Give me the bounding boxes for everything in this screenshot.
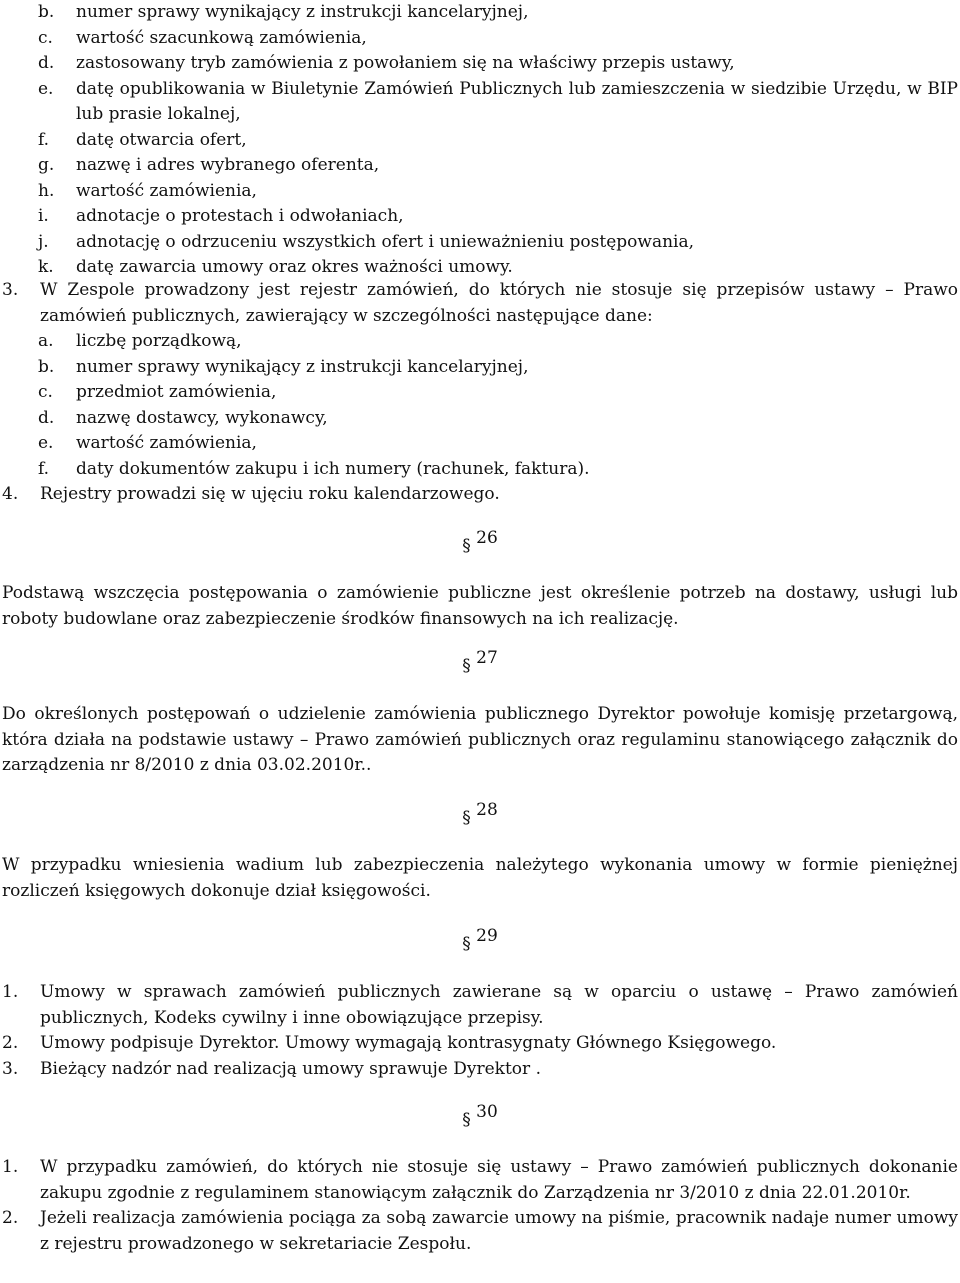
section-28-text: W przypadku wniesienia wadium lub zabezpieczenia należytego wykonania umowy w formie pieniężnej rozliczeń księgowych dokonuje dział księgowości. — [2, 855, 958, 901]
section-heading-26: § 26 — [462, 528, 498, 556]
list-item: d. zastosowany tryb zamówienia z powołaniem się na właściwy przepis ustawy, — [38, 53, 735, 73]
list-item: f. daty dokumentów zakupu i ich numery (rachunek, faktura). — [38, 458, 590, 479]
list-item: d. nazwę dostawcy, wykonawcy, — [38, 407, 328, 428]
list-item: e. wartość zamówienia, — [38, 433, 257, 453]
list-item: 1. Umowy w sprawach zamówień publicznych zawierane są w oparciu o ustawę – Prawo zamówień publicznych, Kodeks cywilny i inne obowiązujące przepisy. — [2, 982, 958, 1028]
section-heading-28: § 28 — [462, 800, 498, 828]
section-29-list — [2, 980, 958, 1082]
list-item: f. datę otwarcia ofert, — [38, 129, 247, 150]
list-item: 3. W Zespole prowadzony jest rejestr zamówień, do których nie stosuje się przepisów ustawy – Prawo zamówień publicznych, zawierający w szczególności następujące dane: — [2, 280, 958, 326]
section-30-list — [2, 1155, 958, 1257]
list-item: 1. W przypadku zamówień, do których nie stosuje się ustawy – Prawo zamówień publicznych dokonanie zakupu zgodnie z regulaminem stanowiącym załącznik do Zarządzenia nr 3/2010 z dnia 22.01.2010r. — [2, 1157, 958, 1203]
list-item: b. numer sprawy wynikający z instrukcji kancelaryjnej, — [38, 2, 529, 22]
list-item: c. przedmiot zamówienia, — [38, 382, 277, 402]
list-item: 2. Umowy podpisuje Dyrektor. Umowy wymagają kontrasygnaty Głównego Księgowego. — [2, 1033, 777, 1053]
list-item: b. numer sprawy wynikający z instrukcji kancelaryjnej, — [38, 356, 529, 377]
list-item: 3. Bieżący nadzór nad realizacją umowy sprawuje Dyrektor . — [2, 1058, 541, 1079]
continued-sublist — [38, 0, 958, 281]
list-item: 2. Jeżeli realizacja zamówienia pociąga za sobą zawarcie umowy na piśmie, pracownik nadaje numer umowy z rejestru prowadzonego w sekretariacie Zespołu. — [2, 1208, 958, 1254]
point-3-sublist — [38, 329, 958, 482]
list-item: 4. Rejestry prowadzi się w ujęciu roku kalendarzowego. — [2, 484, 500, 504]
list-item: c. wartość szacunkową zamówienia, — [38, 27, 367, 48]
list-item: e. datę opublikowania w Biuletynie Zamówień Publicznych lub zamieszczenia w siedzibie Urzędu, w BIP lub prasie lokalnej, — [38, 78, 958, 124]
list-item: k. datę zawarcia umowy oraz okres ważności umowy. — [38, 257, 513, 277]
point-3 — [2, 278, 958, 508]
section-heading-30: § 30 — [462, 1102, 498, 1130]
list-item: a. liczbę porządkową, — [38, 331, 242, 351]
list-item: j. adnotację o odrzuceniu wszystkich ofert i unieważnieniu postępowania, — [38, 231, 695, 252]
section-heading-27: § 27 — [462, 648, 498, 676]
section-27-text: Do określonych postępowań o udzielenie zamówienia publicznego Dyrektor powołuje komisję przetargową, która działa na podstawie ustawy – Prawo zamówień publicznych oraz regulaminu stanowiącego załącznik do zarządzenia nr 8/2010 z dnia 03.02.2010r.. — [2, 704, 958, 775]
section-26-text: Podstawą wszczęcia postępowania o zamówienie publiczne jest określenie potrzeb na dostawy, usługi lub roboty budowlane oraz zabezpieczenie środków finansowych na ich realizację. — [2, 583, 958, 629]
list-item: g. nazwę i adres wybranego oferenta, — [38, 155, 380, 175]
section-heading-29: § 29 — [462, 926, 498, 954]
list-item: i. adnotacje o protestach i odwołaniach, — [38, 206, 404, 226]
list-item: h. wartość zamówienia, — [38, 180, 257, 201]
